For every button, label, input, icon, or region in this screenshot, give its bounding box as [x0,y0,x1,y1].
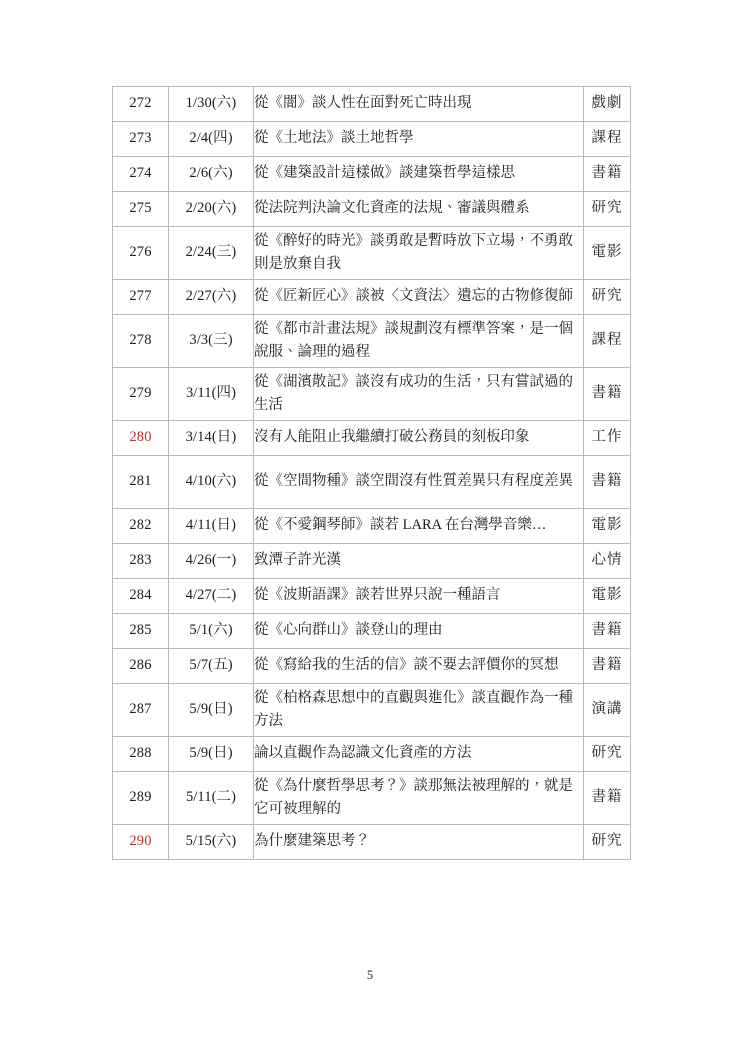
entry-date: 5/7(五) [169,649,254,684]
table-row [113,227,631,280]
entry-category: 書籍 [584,157,631,192]
entry-title: 致潭子許光漢 [254,544,584,579]
entry-category: 書籍 [584,368,631,421]
entry-date: 5/9(日) [169,737,254,772]
entry-title: 從《空間物種》談空間沒有性質差異只有程度差異 [254,456,584,509]
entry-number: 272 [113,87,169,122]
entry-category: 工作 [584,421,631,456]
entry-number: 283 [113,544,169,579]
table-row [113,280,631,315]
schedule-table [112,86,631,860]
entry-date: 2/4(四) [169,122,254,157]
table-row [113,192,631,227]
entry-title: 從《為什麼哲學思考？》談那無法被理解的，就是它可被理解的 [254,772,584,825]
entry-title: 沒有人能阻止我繼續打破公務員的刻板印象 [254,421,584,456]
table-row [113,649,631,684]
entry-number: 279 [113,368,169,421]
entry-number: 275 [113,192,169,227]
entry-date: 2/20(六) [169,192,254,227]
entry-category: 戲劇 [584,87,631,122]
entry-number: 287 [113,684,169,737]
entry-date: 4/26(一) [169,544,254,579]
entry-title: 從《湖濱散記》談沒有成功的生活，只有嘗試過的生活 [254,368,584,421]
entry-date: 1/30(六) [169,87,254,122]
entry-title: 從《都市計畫法規》談規劃沒有標準答案，是一個說服、論理的過程 [254,315,584,368]
entry-title: 從《不愛鋼琴師》談若 LARA 在台灣學音樂… [254,509,584,544]
entry-date: 3/11(四) [169,368,254,421]
entry-date: 4/11(日) [169,509,254,544]
entry-category: 書籍 [584,772,631,825]
table-row [113,456,631,509]
entry-category: 書籍 [584,456,631,509]
schedule-table-container [112,86,630,860]
entry-category: 研究 [584,825,631,860]
table-row [113,579,631,614]
entry-category: 書籍 [584,614,631,649]
entry-number: 285 [113,614,169,649]
table-row [113,614,631,649]
entry-number: 289 [113,772,169,825]
entry-title: 從《心向群山》談登山的理由 [254,614,584,649]
entry-number: 274 [113,157,169,192]
entry-date: 4/27(二) [169,579,254,614]
entry-category: 研究 [584,737,631,772]
entry-number: 276 [113,227,169,280]
table-row [113,157,631,192]
schedule-table-body [113,87,631,860]
entry-number: 286 [113,649,169,684]
entry-title: 從《建築設計這樣做》談建築哲學這樣思 [254,157,584,192]
entry-date: 2/24(三) [169,227,254,280]
table-row [113,737,631,772]
entry-title: 從《土地法》談土地哲學 [254,122,584,157]
entry-number: 281 [113,456,169,509]
entry-category: 演講 [584,684,631,737]
entry-title: 從《醉好的時光》談勇敢是暫時放下立場，不勇敢則是放棄自我 [254,227,584,280]
entry-title: 從《匠新匠心》談被〈文資法〉遺忘的古物修復師 [254,280,584,315]
entry-number: 278 [113,315,169,368]
entry-category: 電影 [584,227,631,280]
table-row [113,315,631,368]
table-row [113,684,631,737]
entry-title: 從《闇》談人性在面對死亡時出現 [254,87,584,122]
entry-title: 從《波斯語課》談若世界只說一種語言 [254,579,584,614]
entry-number: 280 [113,421,169,456]
table-row [113,368,631,421]
entry-date: 5/9(日) [169,684,254,737]
table-row [113,87,631,122]
entry-title: 從法院判決論文化資產的法規、審議與體系 [254,192,584,227]
entry-category: 心情 [584,544,631,579]
entry-title: 從《寫給我的生活的信》談不要去評價你的冥想 [254,649,584,684]
entry-number: 282 [113,509,169,544]
entry-date: 2/27(六) [169,280,254,315]
entry-category: 研究 [584,280,631,315]
entry-category: 課程 [584,122,631,157]
entry-date: 5/11(二) [169,772,254,825]
entry-number: 284 [113,579,169,614]
entry-category: 電影 [584,579,631,614]
entry-number: 290 [113,825,169,860]
entry-date: 5/15(六) [169,825,254,860]
table-row [113,772,631,825]
entry-number: 277 [113,280,169,315]
table-row [113,544,631,579]
table-row [113,509,631,544]
entry-title: 為什麼建築思考？ [254,825,584,860]
entry-title: 論以直觀作為認識文化資產的方法 [254,737,584,772]
table-row [113,122,631,157]
entry-date: 4/10(六) [169,456,254,509]
entry-date: 3/14(日) [169,421,254,456]
entry-date: 5/1(六) [169,614,254,649]
entry-category: 課程 [584,315,631,368]
table-row [113,825,631,860]
entry-category: 書籍 [584,649,631,684]
entry-number: 273 [113,122,169,157]
entry-date: 2/6(六) [169,157,254,192]
table-row [113,421,631,456]
page-number: 5 [366,968,374,982]
entry-date: 3/3(三) [169,315,254,368]
entry-category: 電影 [584,509,631,544]
entry-number: 288 [113,737,169,772]
entry-category: 研究 [584,192,631,227]
entry-title: 從《柏格森思想中的直觀與進化》談直觀作為一種方法 [254,684,584,737]
